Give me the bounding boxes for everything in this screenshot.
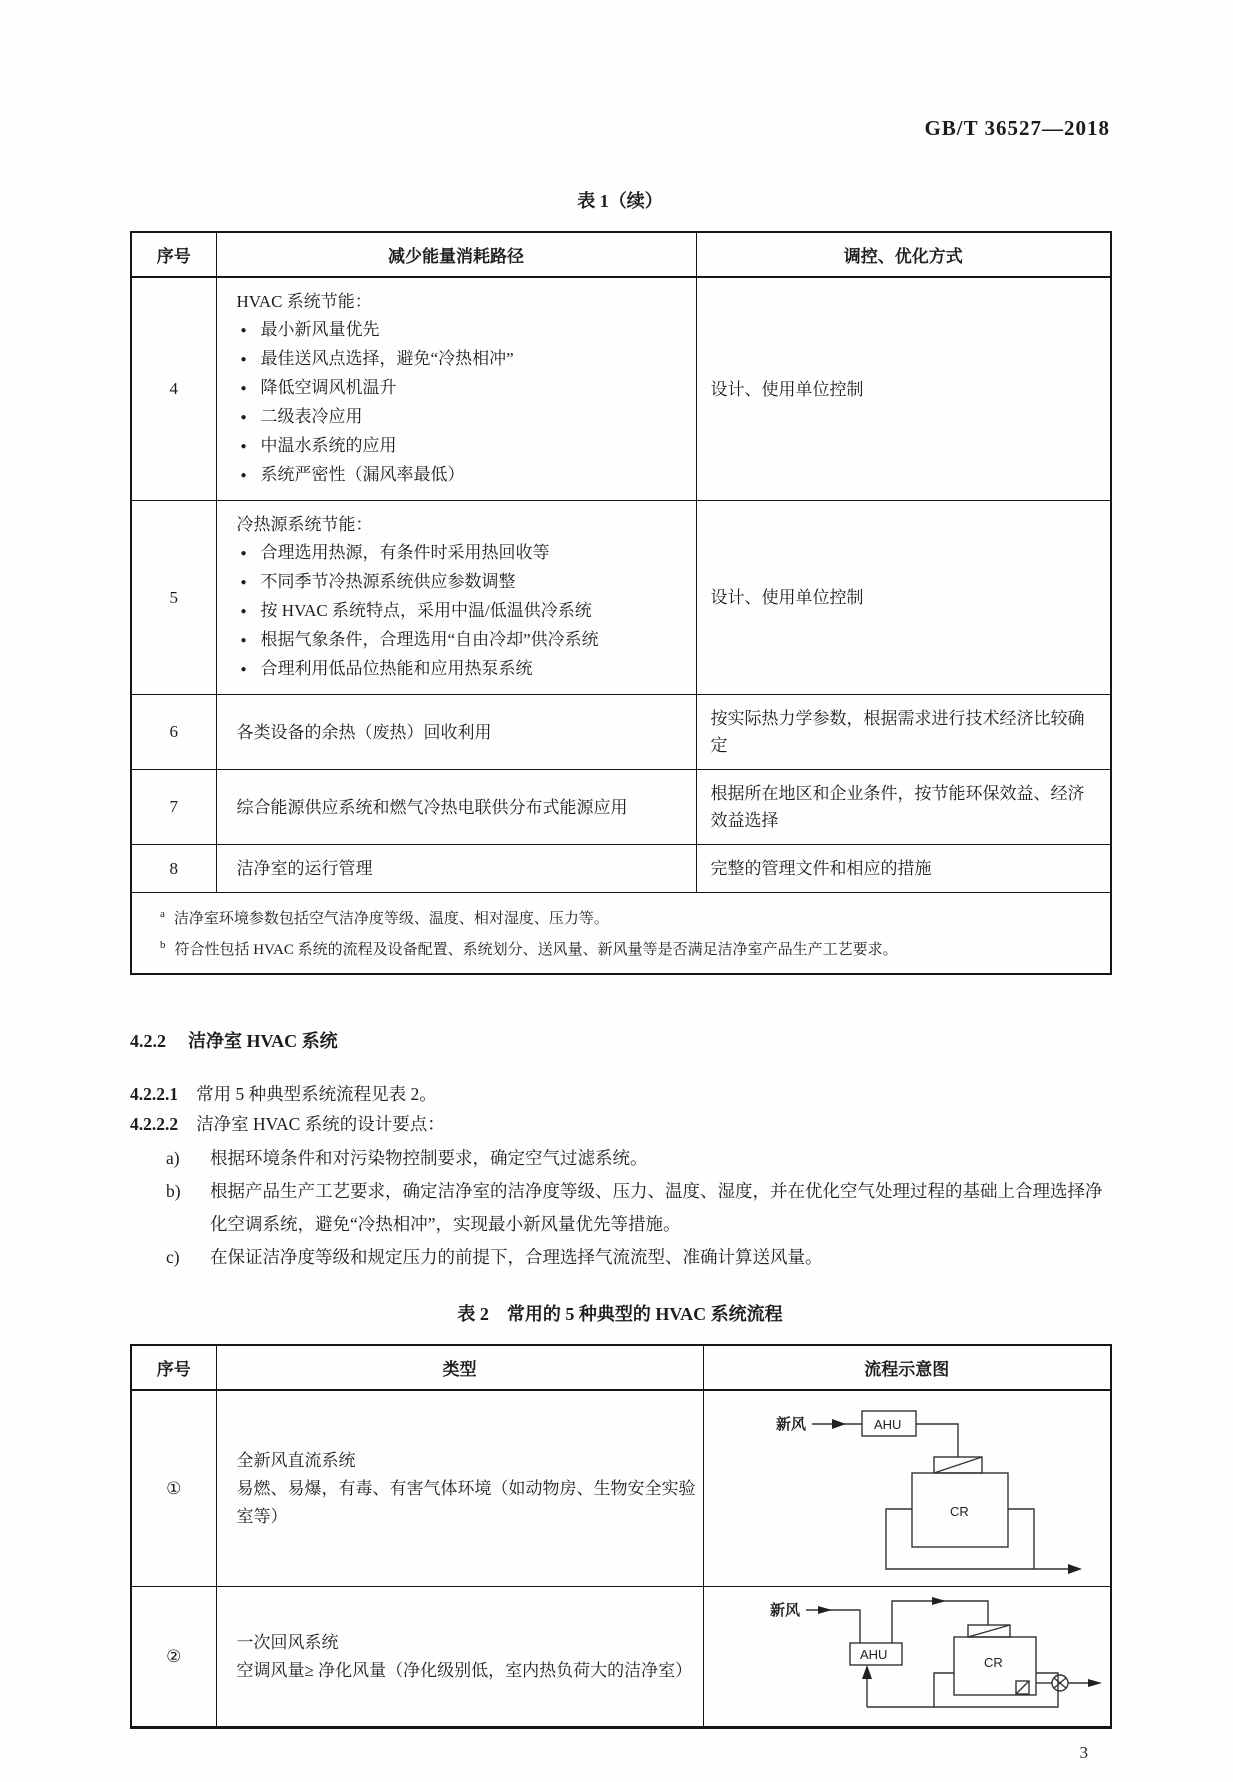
path-cell: 综合能源供应系统和燃气冷热电联供分布式能源应用 bbox=[216, 770, 696, 845]
bullet-text: 按 HVAC 系统特点，采用中温/低温供冷系统 bbox=[260, 601, 592, 620]
list-text: 根据环境条件和对污染物控制要求，确定空气过滤系统。 bbox=[210, 1148, 648, 1168]
row-number: 4 bbox=[131, 277, 216, 501]
clause-text: 洁净室 HVAC 系统的设计要点： bbox=[196, 1114, 445, 1134]
page-number: 3 bbox=[1079, 1743, 1088, 1762]
bullet-text: 降低空调风机温升 bbox=[260, 378, 397, 397]
fresh-air-label: 新风 bbox=[775, 1416, 806, 1433]
path-bullet-list bbox=[237, 539, 690, 684]
cleanroom-label: CR bbox=[983, 1655, 1003, 1670]
row-number: 7 bbox=[131, 770, 216, 845]
table1-row-5 bbox=[131, 501, 1111, 695]
filter-diagonal bbox=[934, 1457, 982, 1473]
path-cell bbox=[216, 501, 696, 695]
bullet-item bbox=[237, 316, 690, 345]
list-text: 根据产品生产工艺要求，确定洁净室的洁净度等级、压力、温度、湿度，并在优化空气处理过程的基础上合理选择净化空调系统，避免“冷热相冲”，实现最小新风量优先等措施。 bbox=[210, 1181, 1103, 1234]
table2-row-1 bbox=[131, 1390, 1111, 1587]
type-desc: 空调风量≥ 净化风量（净化级别低，室内热负荷大的洁净室） bbox=[236, 1660, 693, 1680]
ahu-label: AHU bbox=[859, 1647, 887, 1662]
table1-col-header-path: 减少能量消耗路径 bbox=[216, 232, 696, 277]
cleanroom-label: CR bbox=[949, 1504, 969, 1519]
footnote-text: 符合性包括 HVAC 系统的流程及设备配置、系统划分、送风量、新风量等是否满足洁净室产品生产工艺要求。 bbox=[174, 942, 898, 958]
row-number: 8 bbox=[131, 845, 216, 893]
type-title: 全新风直流系统 bbox=[236, 1450, 356, 1470]
bullet-text: 二级表冷应用 bbox=[260, 407, 363, 426]
diagram-cell bbox=[703, 1587, 1111, 1728]
bullet-item bbox=[237, 626, 690, 655]
table1-footnote-row bbox=[131, 893, 1111, 975]
clause-text: 常用 5 种典型系统流程见表 2。 bbox=[196, 1084, 437, 1104]
return-plenum-line bbox=[934, 1673, 1058, 1707]
bullet-text: 合理选用热源，有条件时采用热回收等 bbox=[260, 543, 550, 562]
table1-row-4 bbox=[131, 277, 1111, 501]
bullet-text: 不同季节冷热源系统供应参数调整 bbox=[260, 572, 516, 591]
table2-col-header-diagram: 流程示意图 bbox=[703, 1345, 1111, 1390]
bullet-item bbox=[237, 345, 690, 374]
flow-diagram-full-fresh-air bbox=[762, 1399, 1102, 1581]
control-cell: 按实际热力学参数，根据需求进行技术经济比较确定 bbox=[696, 695, 1111, 770]
diagram-cell bbox=[703, 1390, 1111, 1587]
filter-diagonal bbox=[968, 1625, 1010, 1637]
path-title: HVAC 系统节能： bbox=[236, 292, 372, 311]
bullet-text: 根据气象条件，合理选用“自由冷却”供冷系统 bbox=[260, 630, 599, 649]
table1-row-6 bbox=[131, 695, 1111, 770]
table1-col-header-control: 调控、优化方式 bbox=[696, 232, 1111, 277]
list-marker: c) bbox=[166, 1247, 180, 1267]
footnote-marker: b bbox=[160, 939, 166, 951]
list-item-c bbox=[162, 1241, 1110, 1274]
fresh-air-label: 新风 bbox=[769, 1602, 800, 1619]
bullet-item bbox=[237, 432, 690, 461]
bullet-text: 系统严密性（漏风率最低） bbox=[260, 465, 465, 484]
list-marker: a) bbox=[166, 1148, 180, 1168]
type-cell bbox=[216, 1390, 703, 1587]
ahu-label: AHU bbox=[873, 1417, 901, 1432]
row-number: 5 bbox=[131, 501, 216, 695]
damper-diagonal bbox=[1016, 1681, 1029, 1694]
path-title: 冷热源系统节能： bbox=[236, 515, 373, 534]
list-marker: b) bbox=[166, 1181, 181, 1201]
table1-row-8 bbox=[131, 845, 1111, 893]
list-text: 在保证洁净度等级和规定压力的前提下，合理选择气流流型、准确计算送风量。 bbox=[210, 1247, 823, 1267]
clause-4-2-2-1 bbox=[130, 1079, 1110, 1109]
list-item-a bbox=[162, 1142, 1110, 1175]
exhaust-arrow-right bbox=[1068, 1564, 1082, 1574]
type-title: 一次回风系统 bbox=[236, 1632, 339, 1652]
path-cell: 各类设备的余热（废热）回收利用 bbox=[216, 695, 696, 770]
control-cell: 设计、使用单位控制 bbox=[696, 501, 1111, 695]
bullet-item bbox=[237, 374, 690, 403]
control-cell: 根据所在地区和企业条件，按节能环保效益、经济效益选择 bbox=[696, 770, 1111, 845]
flow-arrow-right bbox=[832, 1419, 846, 1429]
type-cell bbox=[216, 1587, 703, 1728]
flow-arrow-right bbox=[818, 1606, 832, 1614]
footnote-marker: a bbox=[160, 908, 165, 920]
flow-arrow-right bbox=[932, 1597, 946, 1605]
bullet-item bbox=[237, 539, 690, 568]
row-number: ① bbox=[131, 1390, 216, 1587]
type-desc: 易燃、易爆，有毒、有害气体环境（如动物房、生物安全实验室等） bbox=[236, 1478, 696, 1526]
path-bullet-list bbox=[237, 316, 690, 490]
row-number: ② bbox=[131, 1587, 216, 1728]
doc-number: GB/T 36527—2018 bbox=[924, 116, 1110, 140]
table1-col-header-no: 序号 bbox=[131, 232, 216, 277]
table1-header-row bbox=[131, 232, 1111, 277]
exhaust-arrow-right bbox=[1088, 1679, 1102, 1687]
table2-row-2 bbox=[131, 1587, 1111, 1728]
bullet-text: 最佳送风点选择，避免“冷热相冲” bbox=[260, 349, 514, 368]
bullet-text: 合理利用低品位热能和应用热泵系统 bbox=[260, 659, 533, 678]
control-cell: 设计、使用单位控制 bbox=[696, 277, 1111, 501]
footnote-b bbox=[160, 932, 1100, 963]
return-arrow-up bbox=[862, 1665, 872, 1679]
table2 bbox=[130, 1344, 1112, 1729]
table1-caption: 表 1（续） bbox=[577, 191, 663, 211]
table1-row-7 bbox=[131, 770, 1111, 845]
bullet-item bbox=[237, 568, 690, 597]
clause-4-2-2-2 bbox=[130, 1109, 1110, 1139]
bullet-item bbox=[237, 597, 690, 626]
table2-caption: 表 2 常用的 5 种典型的 HVAC 系统流程 bbox=[457, 1304, 783, 1324]
duct-line bbox=[916, 1424, 958, 1457]
bullet-text: 最小新风量优先 bbox=[260, 320, 380, 339]
footnote-text: 洁净室环境参数包括空气洁净度等级、温度、相对湿度、压力等。 bbox=[173, 911, 609, 927]
list-item-b bbox=[162, 1175, 1110, 1241]
exhaust-duct-line bbox=[1008, 1509, 1034, 1569]
design-points-list bbox=[162, 1142, 1110, 1274]
path-cell bbox=[216, 277, 696, 501]
clause-number: 4.2.2.2 bbox=[130, 1114, 179, 1134]
clause-number: 4.2.2 bbox=[130, 1031, 166, 1051]
path-cell: 洁净室的运行管理 bbox=[216, 845, 696, 893]
table2-header-row bbox=[131, 1345, 1111, 1390]
footnote-a bbox=[160, 901, 1100, 932]
row-number: 6 bbox=[131, 695, 216, 770]
table2-col-header-no: 序号 bbox=[131, 1345, 216, 1390]
clause-number: 4.2.2.1 bbox=[130, 1084, 179, 1104]
bullet-item bbox=[237, 461, 690, 490]
table1 bbox=[130, 231, 1112, 975]
section-heading-4-2-2 bbox=[130, 1027, 1110, 1053]
bullet-text: 中温水系统的应用 bbox=[260, 436, 397, 455]
control-cell: 完整的管理文件和相应的措施 bbox=[696, 845, 1111, 893]
table2-col-header-type: 类型 bbox=[216, 1345, 703, 1390]
fresh-air-duct-line bbox=[806, 1610, 860, 1643]
bullet-item bbox=[237, 655, 690, 684]
bullet-item bbox=[237, 403, 690, 432]
footnote-cell bbox=[131, 893, 1111, 975]
clause-title: 洁净室 HVAC 系统 bbox=[188, 1031, 338, 1051]
flow-diagram-primary-return-air bbox=[762, 1595, 1112, 1721]
exhaust-duct-line bbox=[886, 1509, 1068, 1569]
